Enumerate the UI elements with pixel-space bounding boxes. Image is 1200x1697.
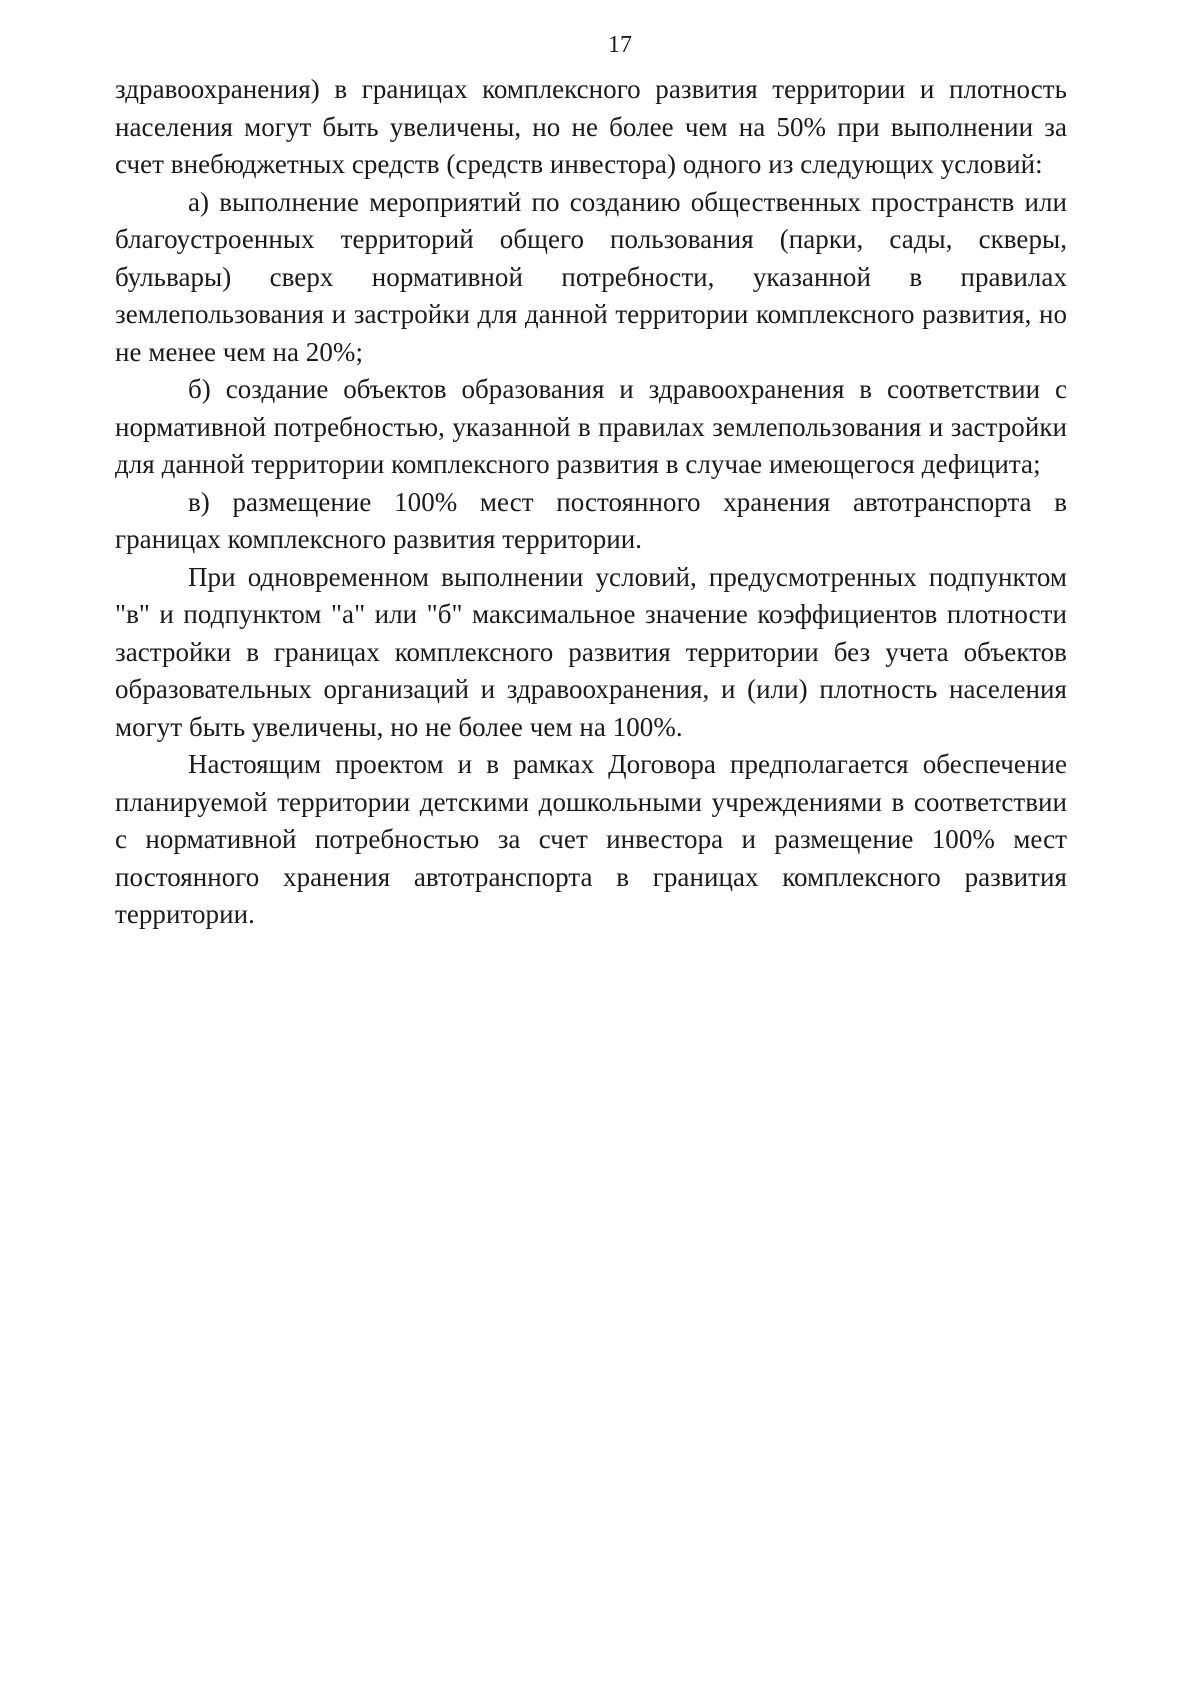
document-body [115, 71, 1067, 934]
page-number: 17 [608, 32, 632, 58]
paragraph-condition-a: а) выполнение мероприятий по созданию общественных пространств или благоустроенных территорий общего пользования (парки, сады, скверы, бульвары) сверх нормативной потребности, указанной в правилах землепользования и застройки для данной территории комплексного развития, но не менее чем на 20%; [115, 186, 1067, 367]
paragraph-condition-b: б) создание объектов образования и здравоохранения в соответствии с нормативной потребностью, указанной в правилах землепользования и застройки для данной территории комплексного развития в случае имеющегося дефицита; [115, 374, 1067, 479]
paragraph-condition-v: в) размещение 100% мест постоянного хранения автотранспорта в границах комплексного развития территории. [115, 486, 1067, 554]
paragraph-project-provision: Настоящим проектом и в рамках Договора предполагается обеспечение планируемой территории детскими дошкольными учреждениями в соответствии с нормативной потребностью за счет инвестора и размещение 100% мест постоянного хранения автотранспорта в границах комплексного развития территории. [115, 749, 1067, 929]
paragraph-continuation: здравоохранения) в границах комплексного развития территории и плотность населения могут быть увеличены, но не более чем на 50% при выполнении за счет внебюджетных средств (средств инвестора) одного из следующих условий: [115, 74, 1067, 179]
paragraph-combined-conditions: При одновременном выполнении условий, предусмотренных подпунктом "в" и подпунктом "а" или "б" максимальное значение коэффициентов плотности застройки в границах комплексного развития территории без учета объектов образовательных организаций и здравоохранения, и (или) плотность населения могут быть увеличены, но не более чем на 100%. [115, 561, 1067, 742]
